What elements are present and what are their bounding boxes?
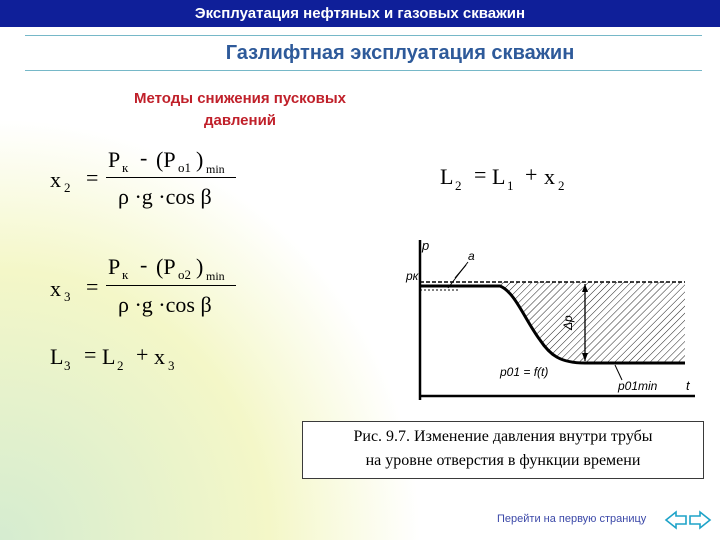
delta-p-label: Δp: [561, 315, 575, 330]
y-axis-label: p: [422, 238, 430, 253]
caption-line2: на уровне отверстия в функции времени: [365, 452, 641, 469]
formula-x2-lhs: x: [50, 167, 61, 192]
formula-x2-pk: P: [108, 147, 121, 172]
formula-l2-l1: L: [492, 164, 506, 189]
formula-l3-eq: =: [84, 342, 97, 367]
header-bar: [0, 0, 720, 27]
formula-l2-plus: +: [525, 162, 538, 187]
pmin-label: p01min: [618, 379, 658, 393]
formula-x3-pk-sub: к: [122, 267, 129, 282]
curve-label: p01 = f(t): [500, 365, 549, 379]
pressure-graph: [400, 230, 705, 410]
formula-l2-lhs-sub: 2: [455, 178, 462, 193]
formula-l2-lhs: L: [440, 164, 454, 189]
formula-l3-l2: L: [102, 344, 116, 369]
formula-x2-fraction-bar: [106, 177, 236, 178]
forward-arrow-icon[interactable]: [690, 512, 710, 528]
page-subtitle: Газлифтная эксплуатация скважин: [225, 42, 575, 64]
x-axis-label: t: [686, 378, 690, 393]
section-heading-line2: давлений: [203, 112, 277, 129]
formula-l2-x: x: [544, 164, 555, 189]
nav-arrows[interactable]: [664, 510, 712, 530]
formula-x2-lhs-sub: 2: [64, 180, 71, 195]
formula-x3-eq: =: [86, 274, 99, 299]
header-title: Эксплуатация нефтяных и газовых скважин: [194, 5, 526, 22]
formula-l3-x: x: [154, 344, 165, 369]
formula-x3-min: min: [206, 269, 225, 283]
section-heading: [100, 88, 380, 132]
formula-x2-denominator: ρ ·g ·cos β: [118, 184, 212, 209]
formula-x3-close: ): [196, 254, 204, 279]
formula-x3-pk: P: [108, 254, 121, 279]
formula-x2-close: ): [196, 147, 204, 172]
formula-x3-lhs: x: [50, 276, 61, 301]
back-arrow-icon[interactable]: [666, 512, 686, 528]
caption-line1: Рис. 9.7. Изменение давления внутри трубы: [353, 428, 653, 445]
first-page-link[interactable]: Перейти на первую страницу: [497, 513, 647, 525]
formula-x3-fraction-bar: [106, 285, 236, 286]
formula-x2-po-sub: o1: [178, 160, 191, 175]
subtitle-rule: [25, 70, 702, 71]
formula-l3-plus: +: [136, 342, 149, 367]
pk-label: pк: [406, 269, 419, 283]
formula-l2-eq: =: [474, 162, 487, 187]
top-rule: [25, 35, 702, 36]
formula-l3-x-sub: 3: [168, 358, 175, 373]
formula-x2-pk-sub: к: [122, 160, 129, 175]
formula-x3-denominator: ρ ·g ·cos β: [118, 292, 212, 317]
formula-l3-lhs-sub: 3: [64, 358, 71, 373]
formula-x3-lhs-sub: 3: [64, 289, 71, 304]
alpha-label: a: [468, 249, 475, 263]
figure-caption: [302, 421, 704, 479]
formula-l3-l2-sub: 2: [117, 358, 124, 373]
formula-l3-lhs: L: [50, 344, 64, 369]
section-heading-line1: Методы снижения пусковых: [133, 90, 347, 107]
formula-x2-minus: -: [140, 145, 148, 170]
formula-l2-x-sub: 2: [558, 178, 565, 193]
formula-l2-l1-sub: 1: [507, 178, 514, 193]
formula-x2-min: min: [206, 162, 225, 176]
formula-x3-po-sub: o2: [178, 267, 191, 282]
formula-x3-open: (P: [156, 254, 176, 279]
formula-x2-eq: =: [86, 165, 99, 190]
formula-x2-open: (P: [156, 147, 176, 172]
formula-x3-minus: -: [140, 252, 148, 277]
